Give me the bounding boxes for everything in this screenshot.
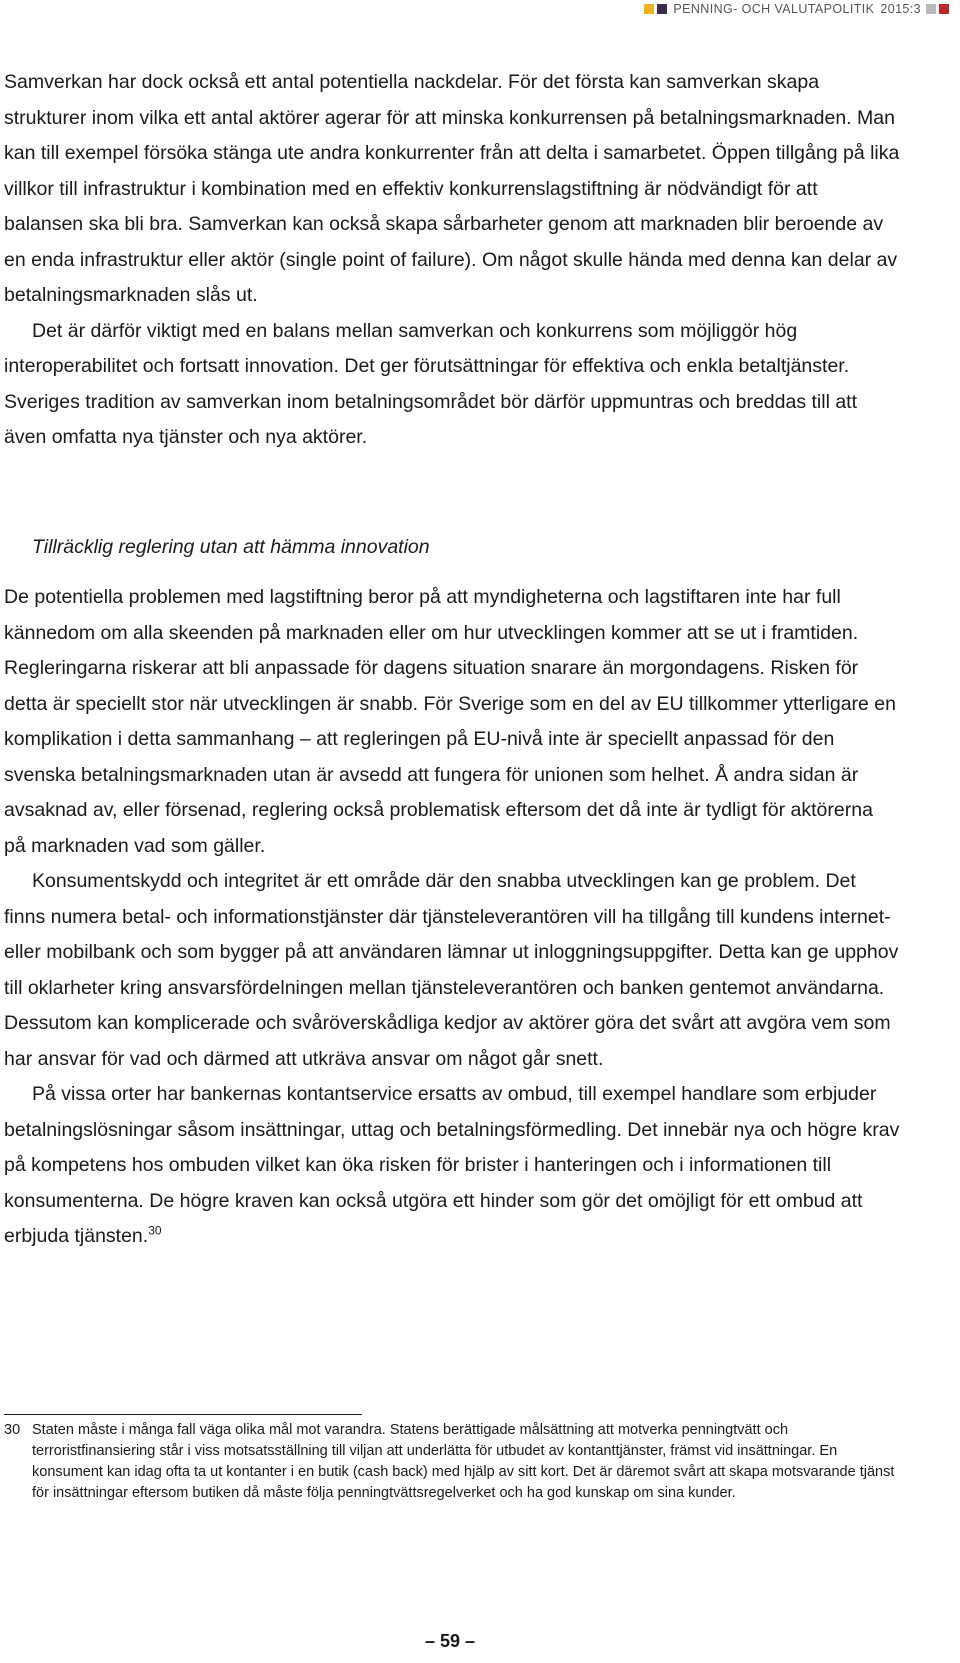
- section-heading: Tillräcklig reglering utan att hämma innovation: [32, 536, 430, 558]
- paragraph: Samverkan har dock också ett antal potentiella nackdelar. För det första kan samverkan skapa strukturer inom vilka ett antal aktörer agerar för att minska konkurrensen på betalningsmarknaden. Man kan till exempel försöka stänga ute andra konkurrenter från att delta i samarbetet. Öppen tillgång på lika villkor till infrastruktur i kombination med en effektiv konkurrenslagstiftning är nödvändigt för att balansen ska bli bra. Samverkan kan också skapa sårbarheter genom att marknaden blir beroende av en enda infrastruktur eller aktör (single point of failure). Om något skulle hända med denna kan delar av betalningsmarknaden slås ut.: [4, 71, 900, 306]
- paragraph: Det är därför viktigt med en balans mellan samverkan och konkurrens som möjliggör hög interoperabilitet och fortsatt innovation. Det ger förutsättningar för effektiva och enkla betaltjänster. Sveriges tradition av samverkan inom betalningsområdet bör därför uppmuntras och breddas till att även omfatta nya tjänster och nya aktörer.: [4, 319, 858, 448]
- footnote-number: 30: [4, 1422, 21, 1438]
- paragraph: De potentiella problemen med lagstiftning beror på att myndigheterna och lagstiftaren inte har full kännedom om alla skeenden på marknaden eller om hur utvecklingen kommer att se ut i framtiden. Regleringarna riskerar att bli anpassade för dagens situation snarare än morgondagens. Risken för detta är speciellt stor när utvecklingen är snabb. För Sverige som en del av EU tillkommer ytterligare en komplikation i detta sammanhang – att regleringen på EU-nivå inte är speciellt anpassad för den svenska betalningsmarknaden utan är avsedd att fungera för unionen som helhet. Å andra sidan är avsaknad av, eller försenad, reglering också problematisk eftersom det då inte är tydligt för aktörerna på marknaden vad som gäller.: [4, 586, 896, 857]
- running-header: [644, 2, 952, 16]
- paragraph: Konsumentskydd och integritet är ett område där den snabba utvecklingen kan ge problem. Det finns numera betal- och informationstjänster där tjänsteleverantören vill ha tillgång till kundens internet- eller mobilbank och som bygger på att användaren lämnar ut inloggningsuppgifter. Detta kan ge upphov till oklarheter kring ansvarsfördelningen mellan tjänsteleverantören och banken gentemot användarna. Dessutom kan komplicerade och svåröverskådliga kedjor av aktörer göra det svårt att avgöra vem som har ansvar för vad och därmed att utkräva ansvar om något går snett.: [4, 870, 899, 1070]
- header-square-red: [939, 4, 949, 14]
- paragraph-text: På vissa orter har bankernas kontantservice ersatts av ombud, till exempel handlare som erbjuder betalningslösningar såsom insättningar, uttag och betalningsförmedling. Det innebär nya och högre krav på kompetens hos ombuden vilket kan öka risken för brister i hanteringen och i informationen till konsumenterna. De högre kraven kan också utgöra ett hinder som gör det omöjligt för ett ombud att erbjuda tjänsten.: [4, 1083, 900, 1247]
- section-1-body: [4, 65, 900, 456]
- footnote-reference[interactable]: 30: [148, 1223, 162, 1238]
- footnote: [4, 1420, 904, 1504]
- header-square-purple: [657, 4, 667, 14]
- header-issue: 2015:3: [880, 2, 921, 16]
- header-title: PENNING- OCH VALUTAPOLITIK: [673, 2, 875, 16]
- footnote-text: Staten måste i många fall väga olika mål mot varandra. Statens berättigade målsättning att motverka penningtvätt och terroristfinansiering står i viss motsatsställning till viljan att underlätta för utbudet av kontanttjänster, främst vid insättningar. En konsument kan idag ofta ta ut kontanter i en butik (cash back) med hjälp av sitt kort. Det är däremot svårt att skapa motsvarande tjänst för insättningar eftersom butiken då måste följa penningtvättsregelverket och ha god kunskap om sina kunder.: [32, 1422, 895, 1501]
- page-number: – 59 –: [424, 1631, 476, 1651]
- paragraph-with-footnote: [4, 1077, 900, 1255]
- header-square-yellow: [644, 4, 654, 14]
- header-square-grey: [926, 4, 936, 14]
- section-2-body: [4, 580, 900, 1255]
- footnote-divider: [4, 1414, 362, 1415]
